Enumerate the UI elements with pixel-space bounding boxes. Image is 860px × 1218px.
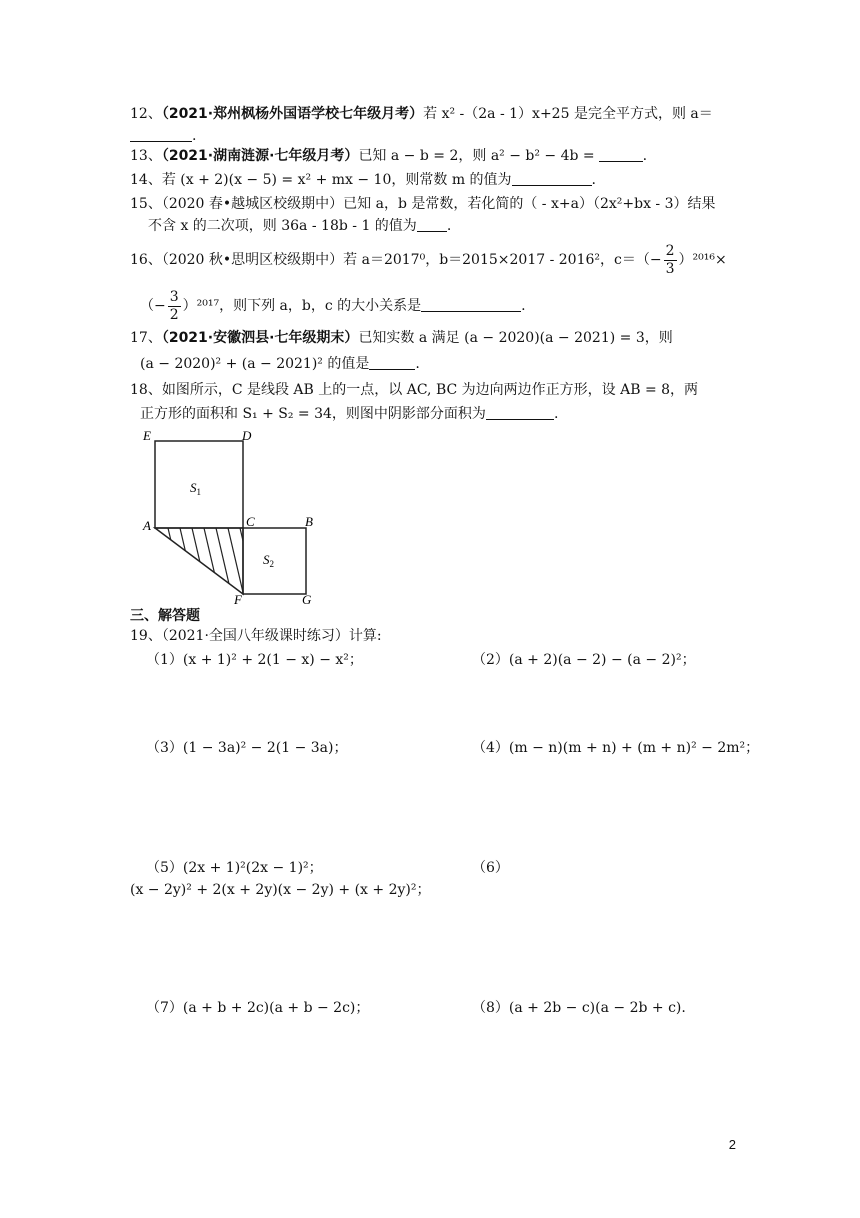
label-D: D: [242, 428, 252, 443]
q17-source: （2021·安徽泗县·七年级期末）: [161, 330, 359, 346]
q13-answer-blank: [599, 147, 643, 162]
question-19-header: 19、（2021·全国八年级课时练习）计算:: [130, 628, 382, 644]
label-E: E: [143, 428, 151, 443]
q12-number: 12、: [130, 106, 162, 122]
q18-text-line2: 正方形的面积和 S₁ + S₂ = 34，则图中阴影部分面积为: [140, 406, 486, 422]
question-13: [130, 146, 647, 166]
q16-frac1-num: 2: [665, 242, 675, 259]
question-17-line2: [140, 354, 420, 374]
square-s1: [155, 441, 243, 528]
q17-text-line2: (a − 2020)² + (a − 2021)² 的值是: [140, 356, 370, 372]
section-heading: 三、解答题: [130, 608, 200, 624]
q19-item-6-expression: (x − 2y)² + 2(x + 2y)(x − 2y) + (x + 2y)²；: [130, 882, 431, 898]
question-18-line2: [140, 404, 558, 424]
question-12: [130, 104, 713, 124]
q12-answer-blank: [130, 127, 192, 142]
label-S2: $S_2$: [263, 552, 274, 569]
q16-fraction-1: [664, 243, 677, 278]
q19-item-5: （5）(2x + 1)²(2x − 1)²；: [146, 860, 323, 876]
q19-item-3: （3）(1 − 3a)² − 2(1 − 3a)；: [146, 740, 348, 756]
square-s2: [243, 528, 306, 594]
q18-end: .: [553, 406, 559, 422]
label-B: B: [305, 514, 313, 529]
question-18: [130, 380, 698, 400]
q16-text-line1: 16、（2020 秋•思明区校级期中）若 a＝2017⁰，b＝2015×2017 - 2016²，c＝（−: [130, 252, 662, 268]
q17-answer-blank: [369, 355, 415, 370]
q13-number: 13、: [130, 148, 162, 164]
q14-end: .: [591, 172, 596, 188]
q19-item-8: （8）(a + 2b − c)(a − 2b + c).: [472, 1000, 686, 1016]
question-12-line2: [130, 126, 196, 146]
q15-end: .: [446, 218, 452, 234]
q18-text-line1: 18、如图所示，C 是线段 AB 上的一点，以 AC, BC 为边向两边作正方形，设 AB = 8，两: [130, 382, 699, 398]
q14-text: 14、若 (x + 2)(x − 5) = x² + mx − 10，则常数 m 的值为: [130, 172, 512, 188]
q18-answer-blank: [486, 405, 554, 420]
q16-frac1-den: 3: [665, 260, 675, 277]
q16-answer-blank: [421, 297, 521, 312]
label-S1: $S_1$: [190, 480, 201, 497]
q15-text-line1: 15、（2020 春•越城区校级期中）已知 a，b 是常数，若化简的（ - x+a）（2x²+bx - 3）结果: [130, 196, 716, 212]
q12-source: （2021·郑州枫杨外国语学校七年级月考）: [161, 106, 424, 122]
q16-exponent-1: ）²⁰¹⁶×: [678, 252, 727, 268]
q16-fraction-2: [168, 289, 181, 324]
q19-item-2: （2）(a + 2)(a − 2) − (a − 2)²；: [472, 652, 696, 668]
q17-number: 17、: [130, 330, 162, 346]
q14-answer-blank: [512, 171, 592, 186]
q19-item-6: （6）: [472, 860, 509, 876]
q13-source: （2021·湖南涟源·七年级月考）: [161, 148, 359, 164]
question-16-line2: [140, 286, 526, 326]
q16-open: （−: [140, 298, 166, 314]
label-A: A: [143, 518, 151, 533]
q13-end: .: [642, 148, 648, 164]
q16-end: .: [521, 298, 526, 314]
q16-frac2-num: 3: [169, 288, 179, 305]
question-15-line2: [148, 216, 451, 236]
label-C: C: [246, 514, 255, 529]
q16-frac2-den: 2: [169, 306, 179, 323]
question-14: [130, 170, 596, 190]
label-F: F: [234, 592, 242, 606]
q13-text: 已知 a − b = 2，则 a² − b² − 4b =: [358, 148, 595, 164]
q19-item-7: （7）(a + b + 2c)(a + b − 2c)；: [146, 1000, 370, 1016]
q19-item-4: （4）(m − n)(m + n) + (m + n)² − 2m²；: [472, 740, 760, 756]
page-number: 2: [728, 1137, 736, 1152]
question-16: [130, 240, 727, 280]
question-15: [130, 194, 716, 214]
q12-text: 若 x² -（2a - 1）x+25 是完全平方式，则 a＝: [423, 106, 713, 122]
q12-end: .: [192, 128, 197, 144]
q15-text-line2: 不含 x 的二次项，则 36a - 18b - 1 的值为: [148, 218, 417, 234]
geometry-figure: [140, 426, 330, 606]
q15-answer-blank: [417, 217, 447, 232]
q17-end: .: [415, 356, 420, 372]
q16-text-line2: ）²⁰¹⁷，则下列 a，b，c 的大小关系是: [182, 298, 422, 314]
question-17: [130, 328, 673, 348]
label-G: G: [302, 592, 312, 606]
q19-item-1: （1）(x + 1)² + 2(1 − x) − x²；: [146, 652, 363, 668]
q17-text: 已知实数 a 满足 (a − 2020)(a − 2021) = 3，则: [358, 330, 673, 346]
